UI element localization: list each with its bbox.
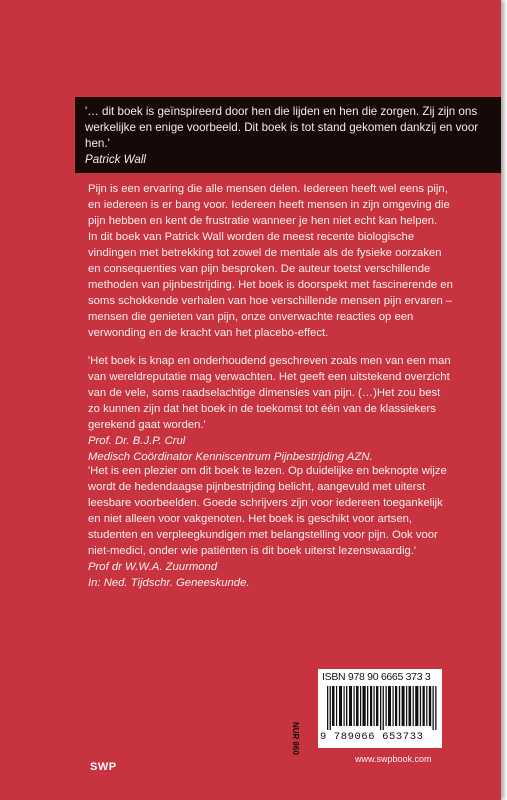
quote-band [75, 97, 501, 173]
opening-quote: '… dit boek is geïnspireerd door hen die lijden en hen die zorgen. Zij zijn ons werkelijke en enige voorbeeld. Dit boek is tot stand gekomen dankzij en voor hen.' [85, 105, 479, 150]
intro-text [88, 181, 454, 341]
barcode-number: 9 789066 653733 [320, 731, 424, 743]
barcode-label [318, 669, 442, 748]
review-author-role: Medisch Coördinator Kenniscentrum Pijnbestrijding AZN. [88, 451, 373, 463]
publisher-logo: SWP [90, 761, 117, 773]
intro-paragraph-1: Pijn is een ervaring die alle mensen delen. Iedereen heeft wel eens pijn, en iedereen is er bang voor. Iedereen heeft mensen in zijn omgeving die pijn hebben en kent de frustratie wanneer je hen niet echt kan helpen. [88, 183, 450, 227]
review-text: 'Het is een plezier om dit boek te lezen. Op duidelijke en beknopte wijze wordt de hedendaagse pijnbestrijding belicht, aangevuld met uiterst leesbare voorbeelden. Goede schrijvers zijn voor iedereen toegankelijk en niet alleen voor vakgenoten. Het boek is geschikt voor artsen, studenten en verpleegkundigen met belangstelling voor pijn. Ook voor niet-medici, onder wie patiënten is dit boek uiterst lezenswaardig.' [88, 465, 447, 557]
review-source: In: Ned. Tijdschr. Geneeskunde. [88, 577, 250, 589]
isbn-text: ISBN 978 90 6665 373 3 [322, 671, 431, 683]
nur-code: NUR 860 [291, 722, 300, 755]
publisher-website: www.swpbook.com [355, 754, 432, 764]
intro-paragraph-2: In dit boek van Patrick Wall worden de meest recente biologische vindingen met betrekking tot zowel de mentale als de fysieke oorzaken en consequenties van pijn besproken. De auteur toetst verschillende methoden van pijnbestrijding. Het boek is doorspekt met fascinerende en soms schokkende verhalen van hoe verschillende mensen pijn ervaren – mensen die genieten van pijn, onze onverwachte reacties op een verwonding en de kracht van het placebo-effect. [88, 231, 453, 339]
barcode-icon [327, 686, 437, 730]
review-zuurmond [88, 463, 454, 591]
review-author: Prof dr W.W.A. Zuurmond [88, 561, 218, 573]
review-author: Prof. Dr. B.J.P. Crul [88, 435, 186, 447]
review-crul [88, 353, 454, 465]
quote-attribution: Patrick Wall [85, 153, 146, 166]
review-text: 'Het boek is knap en onderhoudend geschreven zoals men van een man van wereldreputatie mag verwachten. Het geeft een uitstekend overzicht van de vele, soms raadselachtige dimensies van pijn. (…)Het zou best zo kunnen zijn dat het boek in de toekomst tot één van de klassiekers gerekend gaat worden.' [88, 355, 451, 431]
